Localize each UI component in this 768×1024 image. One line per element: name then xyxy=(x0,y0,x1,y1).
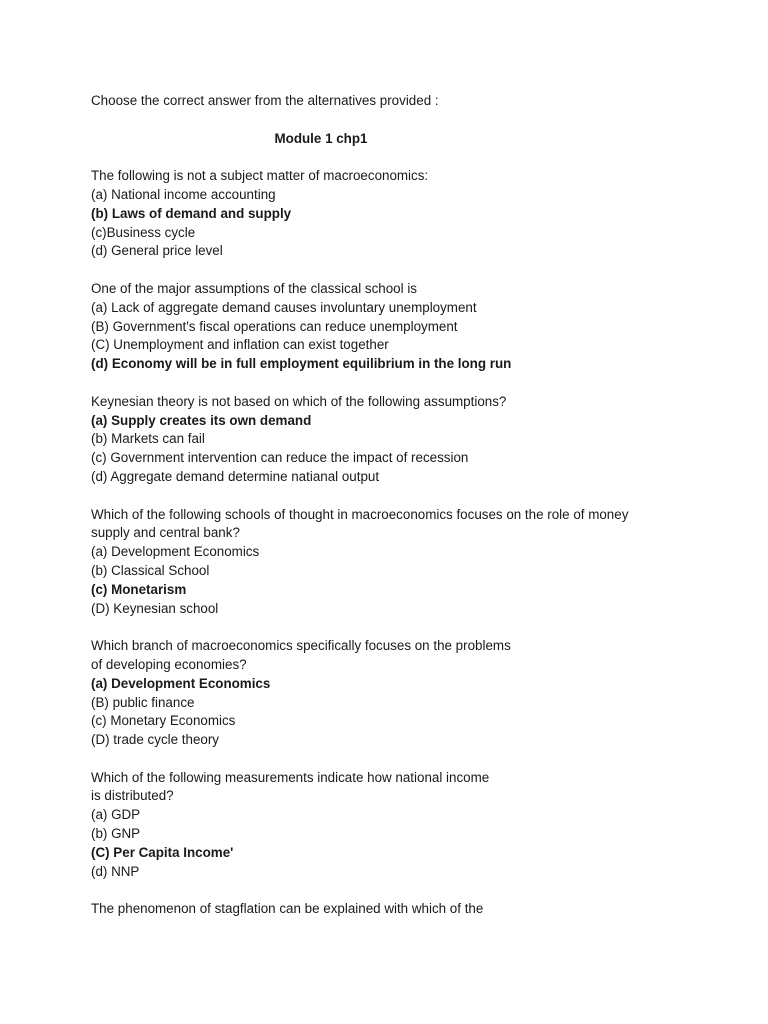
answer-option: (a) GDP xyxy=(91,807,141,823)
question-block xyxy=(91,769,691,882)
question-text: Which branch of macroeconomics specifically focuses on the problems xyxy=(91,638,511,654)
question-text: One of the major assumptions of the classical school is xyxy=(91,280,417,296)
correct-answer-option: (d) Economy will be in full employment equilibrium in the long run xyxy=(91,356,512,372)
question-text: of developing economies? xyxy=(91,656,247,672)
answer-option: (c) Government intervention can reduce the impact of recession xyxy=(91,450,469,466)
module-title: Module 1 chp1 xyxy=(274,130,368,146)
question-block xyxy=(91,506,691,619)
document-page xyxy=(91,92,691,938)
question-text: The following is not a subject matter of macroeconomics: xyxy=(91,168,429,184)
answer-option: (b) GNP xyxy=(91,826,141,842)
question-block xyxy=(91,393,691,487)
answer-option: (c) Monetary Economics xyxy=(91,713,236,729)
answer-option: (a) National income accounting xyxy=(91,186,276,202)
answer-option: (D) Keynesian school xyxy=(91,600,219,616)
question-text: Which of the following measurements indicate how national income xyxy=(91,769,490,785)
correct-answer-option: (b) Laws of demand and supply xyxy=(91,205,292,221)
answer-option: (b) Classical School xyxy=(91,562,210,578)
question-block xyxy=(91,167,691,261)
question-block xyxy=(91,637,691,750)
question-block xyxy=(91,900,691,919)
question-text: The phenomenon of stagflation can be explained with which of the xyxy=(91,901,484,917)
answer-option: (a) Development Economics xyxy=(91,544,260,560)
answer-option: (d) NNP xyxy=(91,863,140,879)
answer-option: (d) Aggregate demand determine natianal output xyxy=(91,468,380,484)
answer-option: (d) General price level xyxy=(91,243,223,259)
correct-answer-option: (c) Monetarism xyxy=(91,581,187,597)
correct-answer-option: (a) Development Economics xyxy=(91,675,271,691)
answer-option: (C) Unemployment and inflation can exist together xyxy=(91,337,389,353)
correct-answer-option: (a) Supply creates its own demand xyxy=(91,412,312,428)
answer-option: (B) public finance xyxy=(91,694,195,710)
question-text: Keynesian theory is not based on which of the following assumptions? xyxy=(91,393,507,409)
question-text: supply and central bank? xyxy=(91,525,240,541)
answer-option: (B) Government's fiscal operations can reduce unemployment xyxy=(91,318,458,334)
question-text: Which of the following schools of thought in macroeconomics focuses on the role of money xyxy=(91,506,629,522)
answer-option: (D) trade cycle theory xyxy=(91,732,219,748)
question-list xyxy=(91,167,691,919)
question-block xyxy=(91,280,691,374)
correct-answer-option: (C) Per Capita Income' xyxy=(91,844,234,860)
question-text: is distributed? xyxy=(91,788,174,804)
answer-option: (c)Business cycle xyxy=(91,224,196,240)
instruction-text: Choose the correct answer from the alternatives provided : xyxy=(91,93,439,108)
answer-option: (a) Lack of aggregate demand causes involuntary unemployment xyxy=(91,299,477,315)
answer-option: (b) Markets can fail xyxy=(91,431,205,447)
